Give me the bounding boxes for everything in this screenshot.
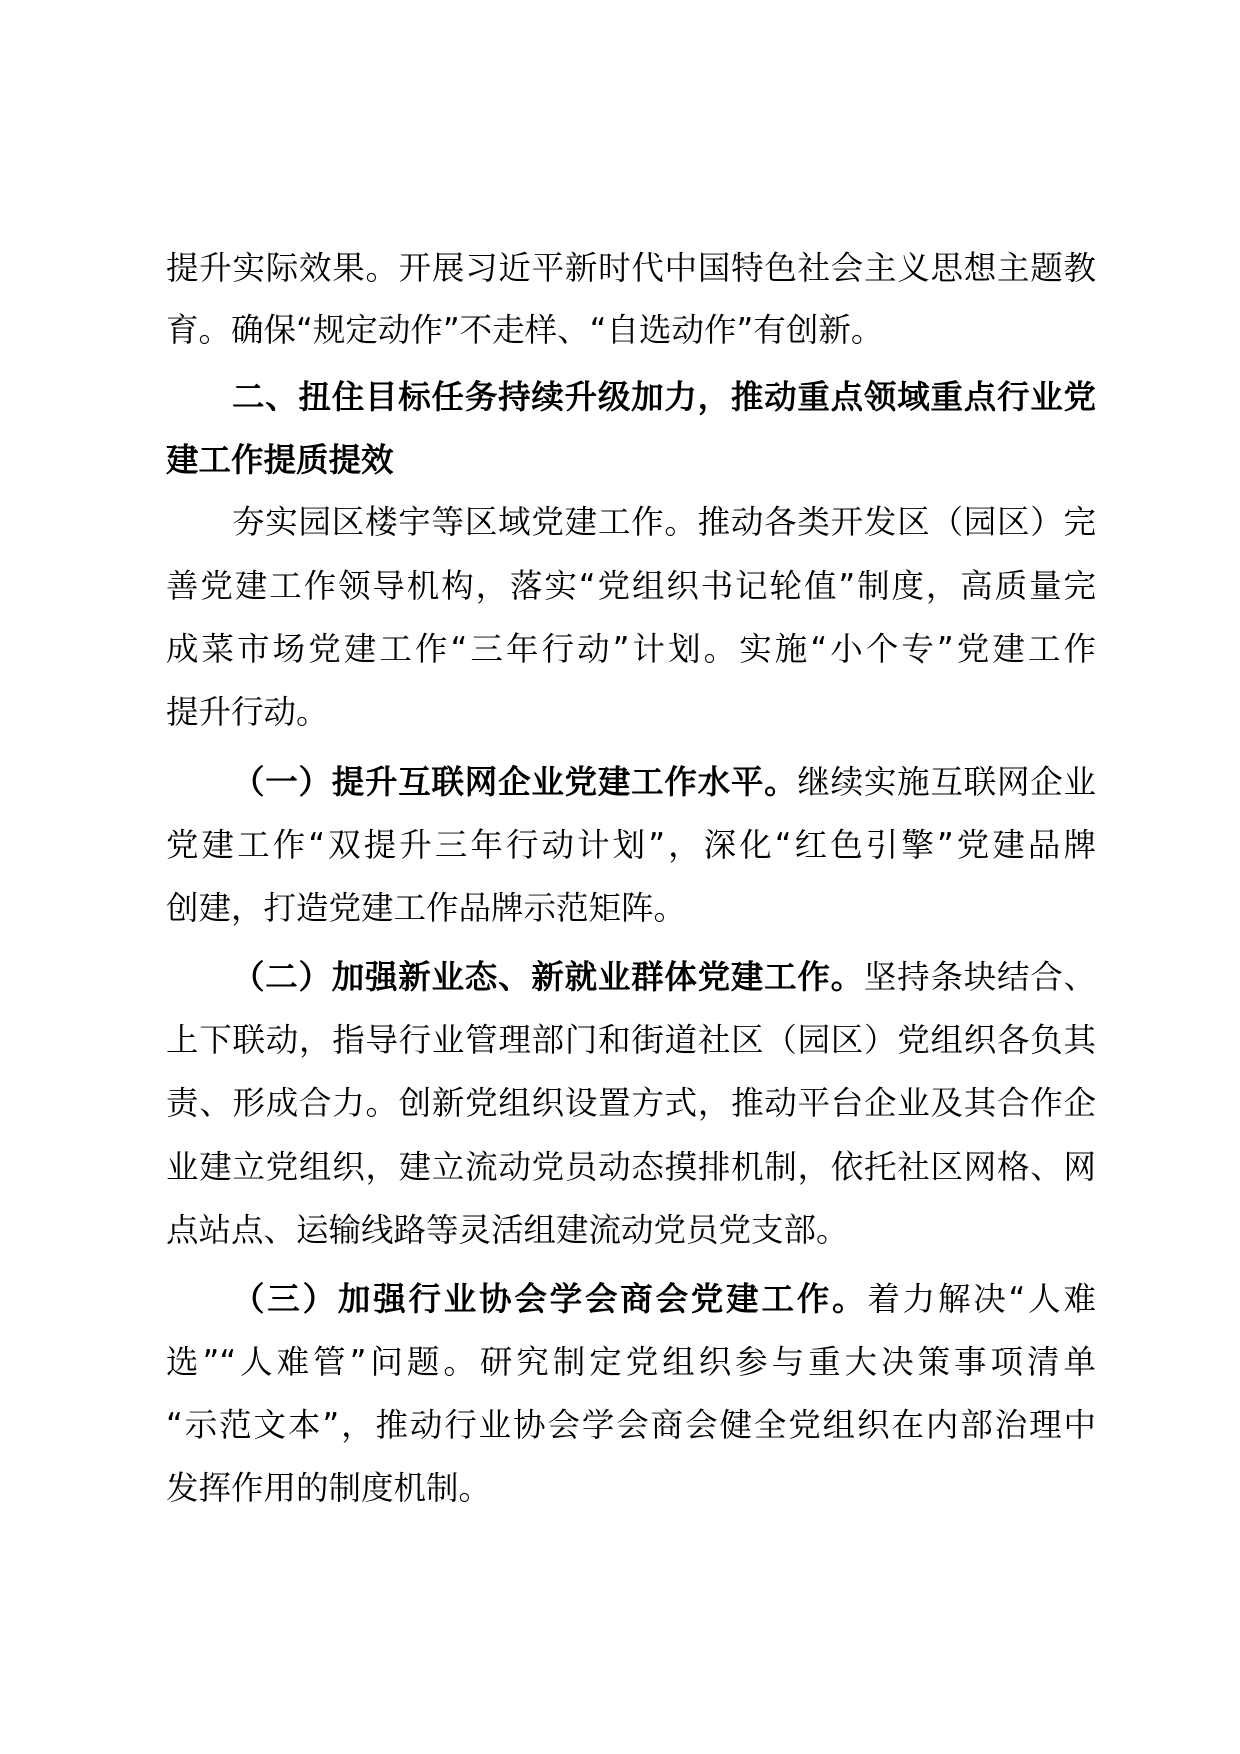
subsection-line [232,751,1096,813]
section-heading: 二、扭住目标任务持续升级加力，推动重点领域重点行业党 [232,378,1096,416]
subsection-text: 坚持条块结合、 [863,958,1096,996]
paragraph-line: 提升行动。 [166,693,329,731]
paragraph-line: “示范文本”，推动行业协会学会商会健全党组织在内部治理中 [166,1406,1096,1444]
paragraph-line: 责、形成合力。创新党组织设置方式，推动平台企业及其合作企 [166,1084,1096,1122]
subsection-line [232,1268,1096,1330]
paragraph-line: 育。确保“规定动作”不走样、“自选动作”有创新。 [166,311,884,349]
paragraph-line: 夯实园区楼宇等区域党建工作。推动各类开发区（园区）完 [232,503,1096,541]
subsection-text: 继续实施互联网企业 [797,763,1096,801]
subsection-line [232,946,1096,1008]
paragraph-line: 善党建工作领导机构，落实“党组织书记轮值”制度，高质量完 [166,567,1096,605]
subsection-heading: （三）加强行业协会学会商会党建工作。 [232,1280,868,1318]
subsection-text: 着力解决“人难 [867,1280,1096,1318]
paragraph-line: 发挥作用的制度机制。 [166,1469,492,1507]
paragraph-line: 创建，打造党建工作品牌示范矩阵。 [166,889,687,927]
paragraph-line: 业建立党组织，建立流动党员动态摸排机制，依托社区网格、网 [166,1148,1096,1186]
subsection-heading: （二）加强新业态、新就业群体党建工作。 [232,958,864,996]
paragraph-line: 点站点、运输线路等灵活组建流动党员党支部。 [166,1211,849,1249]
section-heading-continued: 建工作提质提效 [166,441,394,479]
paragraph-line: 选”“人难管”问题。研究制定党组织参与重大决策事项清单 [166,1343,1096,1381]
subsection-heading: （一）提升互联网企业党建工作水平。 [232,763,798,801]
paragraph-line: 党建工作“双提升三年行动计划”，深化“红色引擎”党建品牌 [166,826,1096,864]
paragraph-line: 提升实际效果。开展习近平新时代中国特色社会主义思想主题教 [166,249,1096,287]
paragraph-line: 上下联动，指导行业管理部门和街道社区（园区）党组织各负其 [166,1021,1096,1059]
paragraph-line: 成菜市场党建工作“三年行动”计划。实施“小个专”党建工作 [166,630,1096,668]
